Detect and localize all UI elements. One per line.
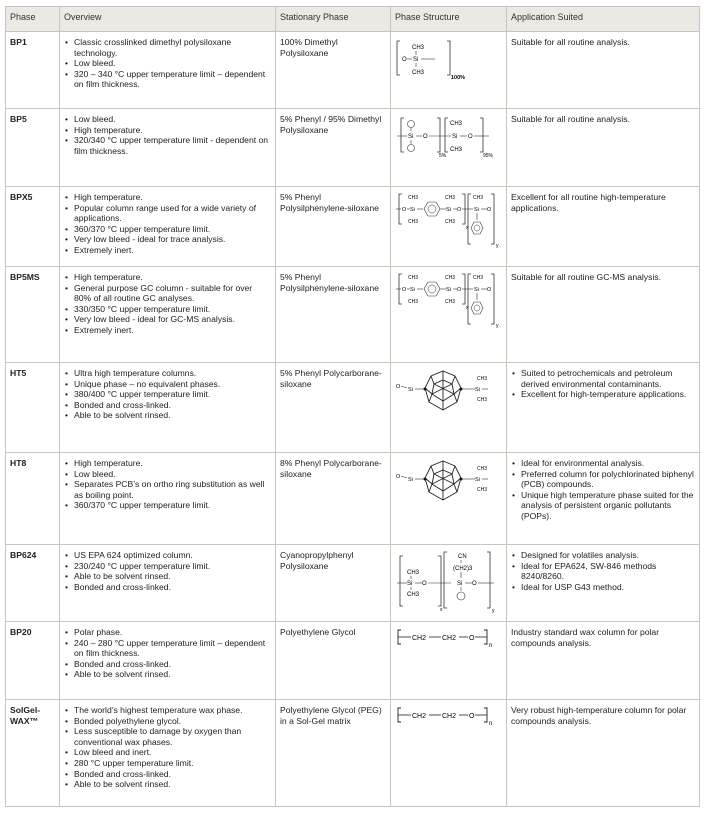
structure-cell xyxy=(391,363,507,453)
application-item: • Preferred column for polychlorinated biphenyl (PCB) compounds. xyxy=(521,469,695,490)
overview-item: • Bonded and cross-linked. xyxy=(74,582,271,593)
header-phase-structure: Phase Structure xyxy=(391,7,507,32)
phenyl-icon xyxy=(471,302,483,314)
application-cell: Excellent for all routine high-temperature applications. xyxy=(507,187,700,267)
atom-si: Si xyxy=(474,207,479,213)
overview-item: • Able to be solvent rinsed. xyxy=(74,779,271,790)
subscript-y: y xyxy=(496,323,499,328)
structure-cell xyxy=(391,32,507,109)
subscript-percent: 95% xyxy=(483,153,494,158)
overview-item: • 320 – 340 °C upper temperature limit – dependent on film thickness. xyxy=(74,69,271,90)
overview-item: • Ultra high temperature columns. xyxy=(74,368,271,379)
atom-o: O xyxy=(472,581,477,587)
structure-cell xyxy=(391,700,507,807)
atom-o: O xyxy=(423,134,428,140)
structure-diagram xyxy=(395,550,505,614)
structure-diagram xyxy=(395,272,505,328)
group-ch3: CH3 xyxy=(412,70,425,76)
application-cell xyxy=(507,545,700,622)
atom-si: Si xyxy=(446,207,451,213)
table-row xyxy=(6,545,700,622)
subscript-percent: 5% xyxy=(439,153,447,158)
group-ch2: CH2 xyxy=(442,635,457,642)
carborane-cage-icon xyxy=(425,461,461,500)
overview-item: • 360/370 °C upper temperature limit. xyxy=(74,500,271,511)
application-cell: Suitable for all routine GC-MS analysis. xyxy=(507,267,700,363)
structure-cell xyxy=(391,187,507,267)
header-phase: Phase xyxy=(6,7,60,32)
application-cell: Suitable for all routine analysis. xyxy=(507,109,700,187)
overview-item: • General purpose GC column - suitable for over 80% of all routine GC analyses. xyxy=(74,283,271,304)
overview-cell xyxy=(60,700,276,807)
atom-si: Si xyxy=(408,477,413,483)
phase-name: SolGel-WAX™ xyxy=(6,700,60,807)
overview-cell xyxy=(60,267,276,363)
overview-item: • Bonded and cross-linked. xyxy=(74,400,271,411)
overview-item: • 280 °C upper temperature limit. xyxy=(74,758,271,769)
application-item: • Ideal for environmental analysis. xyxy=(521,458,695,469)
overview-item: • Extremely inert. xyxy=(74,245,271,256)
atom-o: O xyxy=(469,635,475,642)
overview-item: • Bonded polyethylene glycol. xyxy=(74,716,271,727)
application-item: • Excellent for high-temperature applications. xyxy=(521,389,695,400)
atom-si: Si xyxy=(446,287,451,293)
phase-name: HT8 xyxy=(6,453,60,545)
stationary-phase-cell: 5% Phenyl Polycarborane-siloxane xyxy=(276,363,391,453)
application-cell: Very robust high-temperature column for polar compounds analysis. xyxy=(507,700,700,807)
structure-diagram xyxy=(395,458,505,510)
overview-item: • Low bleed. xyxy=(74,469,271,480)
structure-diagram xyxy=(395,114,505,158)
overview-item: • High temperature. xyxy=(74,458,271,469)
application-item: • Designed for volatiles analysis. xyxy=(521,550,695,561)
table-row xyxy=(6,267,700,363)
overview-item: • 320/340 °C upper temperature limit - dependent on film thickness. xyxy=(74,135,271,156)
phase-name: BP20 xyxy=(6,622,60,700)
structure-diagram xyxy=(395,705,505,727)
group-ch3: CH3 xyxy=(477,397,488,403)
atom-si: Si xyxy=(407,581,413,587)
overview-item: • Extremely inert. xyxy=(74,325,271,336)
group-ch3: CH3 xyxy=(445,299,456,305)
stationary-phase-cell: Polyethylene Glycol (PEG) in a Sol-Gel matrix xyxy=(276,700,391,807)
phase-name: BP624 xyxy=(6,545,60,622)
overview-item: • 240 – 280 °C upper temperature limit – dependent on film thickness. xyxy=(74,638,271,659)
atom-o: O xyxy=(396,474,401,480)
atom-si: Si xyxy=(410,287,415,293)
header-row xyxy=(6,7,700,32)
group-ch3: CH3 xyxy=(408,219,419,225)
subscript-y: y xyxy=(492,608,495,614)
overview-cell xyxy=(60,622,276,700)
atom-si: Si xyxy=(410,207,415,213)
structure-diagram xyxy=(395,368,505,420)
overview-item: • High temperature. xyxy=(74,272,271,283)
subscript-n: n xyxy=(489,721,493,727)
stationary-phase-cell: Polyethylene Glycol xyxy=(276,622,391,700)
group-ch2: CH2 xyxy=(442,713,457,720)
phase-name: BP5MS xyxy=(6,267,60,363)
overview-item: • Very low bleed - ideal for trace analysis. xyxy=(74,234,271,245)
atom-si: Si xyxy=(474,287,479,293)
overview-item: • US EPA 624 optimized column. xyxy=(74,550,271,561)
atom-si: Si xyxy=(408,387,413,393)
overview-item: • 380/400 °C upper temperature limit. xyxy=(74,389,271,400)
group-ch3: CH3 xyxy=(412,45,425,51)
header-overview: Overview xyxy=(60,7,276,32)
application-item: • Suited to petrochemicals and petroleum derived environmental contaminants. xyxy=(521,368,695,389)
overview-item: • 330/350 °C upper temperature limit. xyxy=(74,304,271,315)
header-application: Application Suited xyxy=(507,7,700,32)
phase-name: BP5 xyxy=(6,109,60,187)
group-ch3: CH3 xyxy=(445,275,456,281)
stationary-phase-cell: 100% Dimethyl Polysiloxane xyxy=(276,32,391,109)
group-ch3: CH3 xyxy=(407,592,420,598)
atom-o: O xyxy=(402,287,407,293)
stationary-phase-cell: 8% Phenyl Polycarborane-siloxane xyxy=(276,453,391,545)
atom-si: Si xyxy=(475,387,480,393)
structure-cell xyxy=(391,453,507,545)
overview-cell xyxy=(60,109,276,187)
overview-item: • Unique phase – no equivalent phases. xyxy=(74,379,271,390)
group-ch3: CH3 xyxy=(408,195,419,201)
group-ch3: CH3 xyxy=(445,219,456,225)
atom-o: O xyxy=(422,581,427,587)
group-ch3: CH3 xyxy=(450,121,463,127)
group-ch2: CH2 xyxy=(412,713,427,720)
overview-item: • Very low bleed - ideal for GC-MS analysis. xyxy=(74,314,271,325)
overview-item: • Bonded and cross-linked. xyxy=(74,769,271,780)
atom-o: O xyxy=(487,287,492,293)
overview-item: • The world’s highest temperature wax phase. xyxy=(74,705,271,716)
group-ch3: CH3 xyxy=(473,275,484,281)
table-row xyxy=(6,700,700,807)
subscript-percent: 100% xyxy=(451,75,466,81)
structure-cell xyxy=(391,622,507,700)
atom-o: O xyxy=(468,134,473,140)
table-row xyxy=(6,187,700,267)
phenyl-icon xyxy=(408,121,415,128)
overview-item: • Polar phase. xyxy=(74,627,271,638)
table-row xyxy=(6,32,700,109)
subscript-x: x xyxy=(466,305,469,311)
benzene-ring-icon xyxy=(424,282,440,296)
table-row xyxy=(6,109,700,187)
carborane-cage-icon xyxy=(425,371,461,410)
overview-item: • Able to be solvent rinsed. xyxy=(74,571,271,582)
subscript-x: x xyxy=(440,607,443,613)
stationary-phase-cell: 5% Phenyl / 95% Dimethyl Polysiloxane xyxy=(276,109,391,187)
group-ch3: CH3 xyxy=(473,195,484,201)
application-cell: Suitable for all routine analysis. xyxy=(507,32,700,109)
phase-name: HT5 xyxy=(6,363,60,453)
structure-cell xyxy=(391,267,507,363)
group-ch2: (CH2)3 xyxy=(453,566,473,572)
phase-table xyxy=(5,6,700,807)
overview-item: • High temperature. xyxy=(74,125,271,136)
structure-diagram xyxy=(395,37,505,81)
structure-diagram xyxy=(395,627,505,649)
group-ch2: CH2 xyxy=(412,635,427,642)
subscript-n: n xyxy=(489,643,493,649)
phenyl-icon xyxy=(471,222,483,234)
atom-o: O xyxy=(396,384,401,390)
overview-item: • Classic crosslinked dimethyl polysiloxane technology. xyxy=(74,37,271,58)
application-cell xyxy=(507,453,700,545)
atom-si: Si xyxy=(413,57,419,63)
atom-si: Si xyxy=(475,477,480,483)
application-item: • Ideal for USP G43 method. xyxy=(521,582,695,593)
application-cell: Industry standard wax column for polar compounds analysis. xyxy=(507,622,700,700)
overview-item: • Bonded and cross-linked. xyxy=(74,659,271,670)
application-cell xyxy=(507,363,700,453)
overview-cell xyxy=(60,363,276,453)
overview-cell xyxy=(60,453,276,545)
overview-item: • 230/240 °C upper temperature limit. xyxy=(74,561,271,572)
table-row xyxy=(6,622,700,700)
group-ch3: CH3 xyxy=(445,195,456,201)
atom-o: O xyxy=(457,287,462,293)
atom-o: O xyxy=(402,57,407,63)
subscript-x: x xyxy=(466,225,469,231)
group-ch3: CH3 xyxy=(477,487,488,493)
phenyl-icon xyxy=(408,145,415,152)
overview-item: • 360/370 °C upper temperature limit. xyxy=(74,224,271,235)
phenyl-icon xyxy=(457,592,465,600)
stationary-phase-cell: 5% Phenyl Polysilphenylene-siloxane xyxy=(276,187,391,267)
atom-o: O xyxy=(402,207,407,213)
application-item: • Ideal for EPA624, SW-846 methods 8240/8260. xyxy=(521,561,695,582)
header-stationary-phase: Stationary Phase xyxy=(276,7,391,32)
benzene-ring-icon xyxy=(424,202,440,216)
group-ch3: CH3 xyxy=(407,570,420,576)
structure-cell xyxy=(391,109,507,187)
overview-cell xyxy=(60,545,276,622)
structure-diagram xyxy=(395,192,505,248)
group-ch3: CH3 xyxy=(408,299,419,305)
atom-o: O xyxy=(487,207,492,213)
stationary-phase-cell: Cyanopropylphenyl Polysiloxane xyxy=(276,545,391,622)
table-row xyxy=(6,363,700,453)
group-cn: CN xyxy=(458,554,467,560)
overview-item: • Low bleed and inert. xyxy=(74,747,271,758)
atom-si: Si xyxy=(457,581,463,587)
overview-cell xyxy=(60,187,276,267)
group-ch3: CH3 xyxy=(477,466,488,472)
phase-name: BPX5 xyxy=(6,187,60,267)
overview-item: • Separates PCB’s on ortho ring substitution as well as boiling point. xyxy=(74,479,271,500)
overview-item: • Able to be solvent rinsed. xyxy=(74,410,271,421)
atom-o: O xyxy=(457,207,462,213)
application-item: • Unique high temperature phase suited for the analysis of persistent organic pollutants (POPs). xyxy=(521,490,695,522)
group-ch3: CH3 xyxy=(450,147,463,153)
subscript-y: y xyxy=(496,243,499,248)
structure-cell xyxy=(391,545,507,622)
overview-item: • Less susceptible to damage by oxygen than conventional wax phases. xyxy=(74,726,271,747)
atom-o: O xyxy=(469,713,475,720)
overview-cell xyxy=(60,32,276,109)
overview-item: • Able to be solvent rinsed. xyxy=(74,669,271,680)
atom-si: Si xyxy=(452,134,458,140)
overview-item: • Popular column range used for a wide variety of applications. xyxy=(74,203,271,224)
overview-item: • High temperature. xyxy=(74,192,271,203)
overview-item: • Low bleed. xyxy=(74,114,271,125)
overview-item: • Low bleed. xyxy=(74,58,271,69)
group-ch3: CH3 xyxy=(408,275,419,281)
phase-name: BP1 xyxy=(6,32,60,109)
stationary-phase-cell: 5% Phenyl Polysilphenylene-siloxane xyxy=(276,267,391,363)
table-row xyxy=(6,453,700,545)
atom-si: Si xyxy=(408,134,414,140)
group-ch3: CH3 xyxy=(477,376,488,382)
